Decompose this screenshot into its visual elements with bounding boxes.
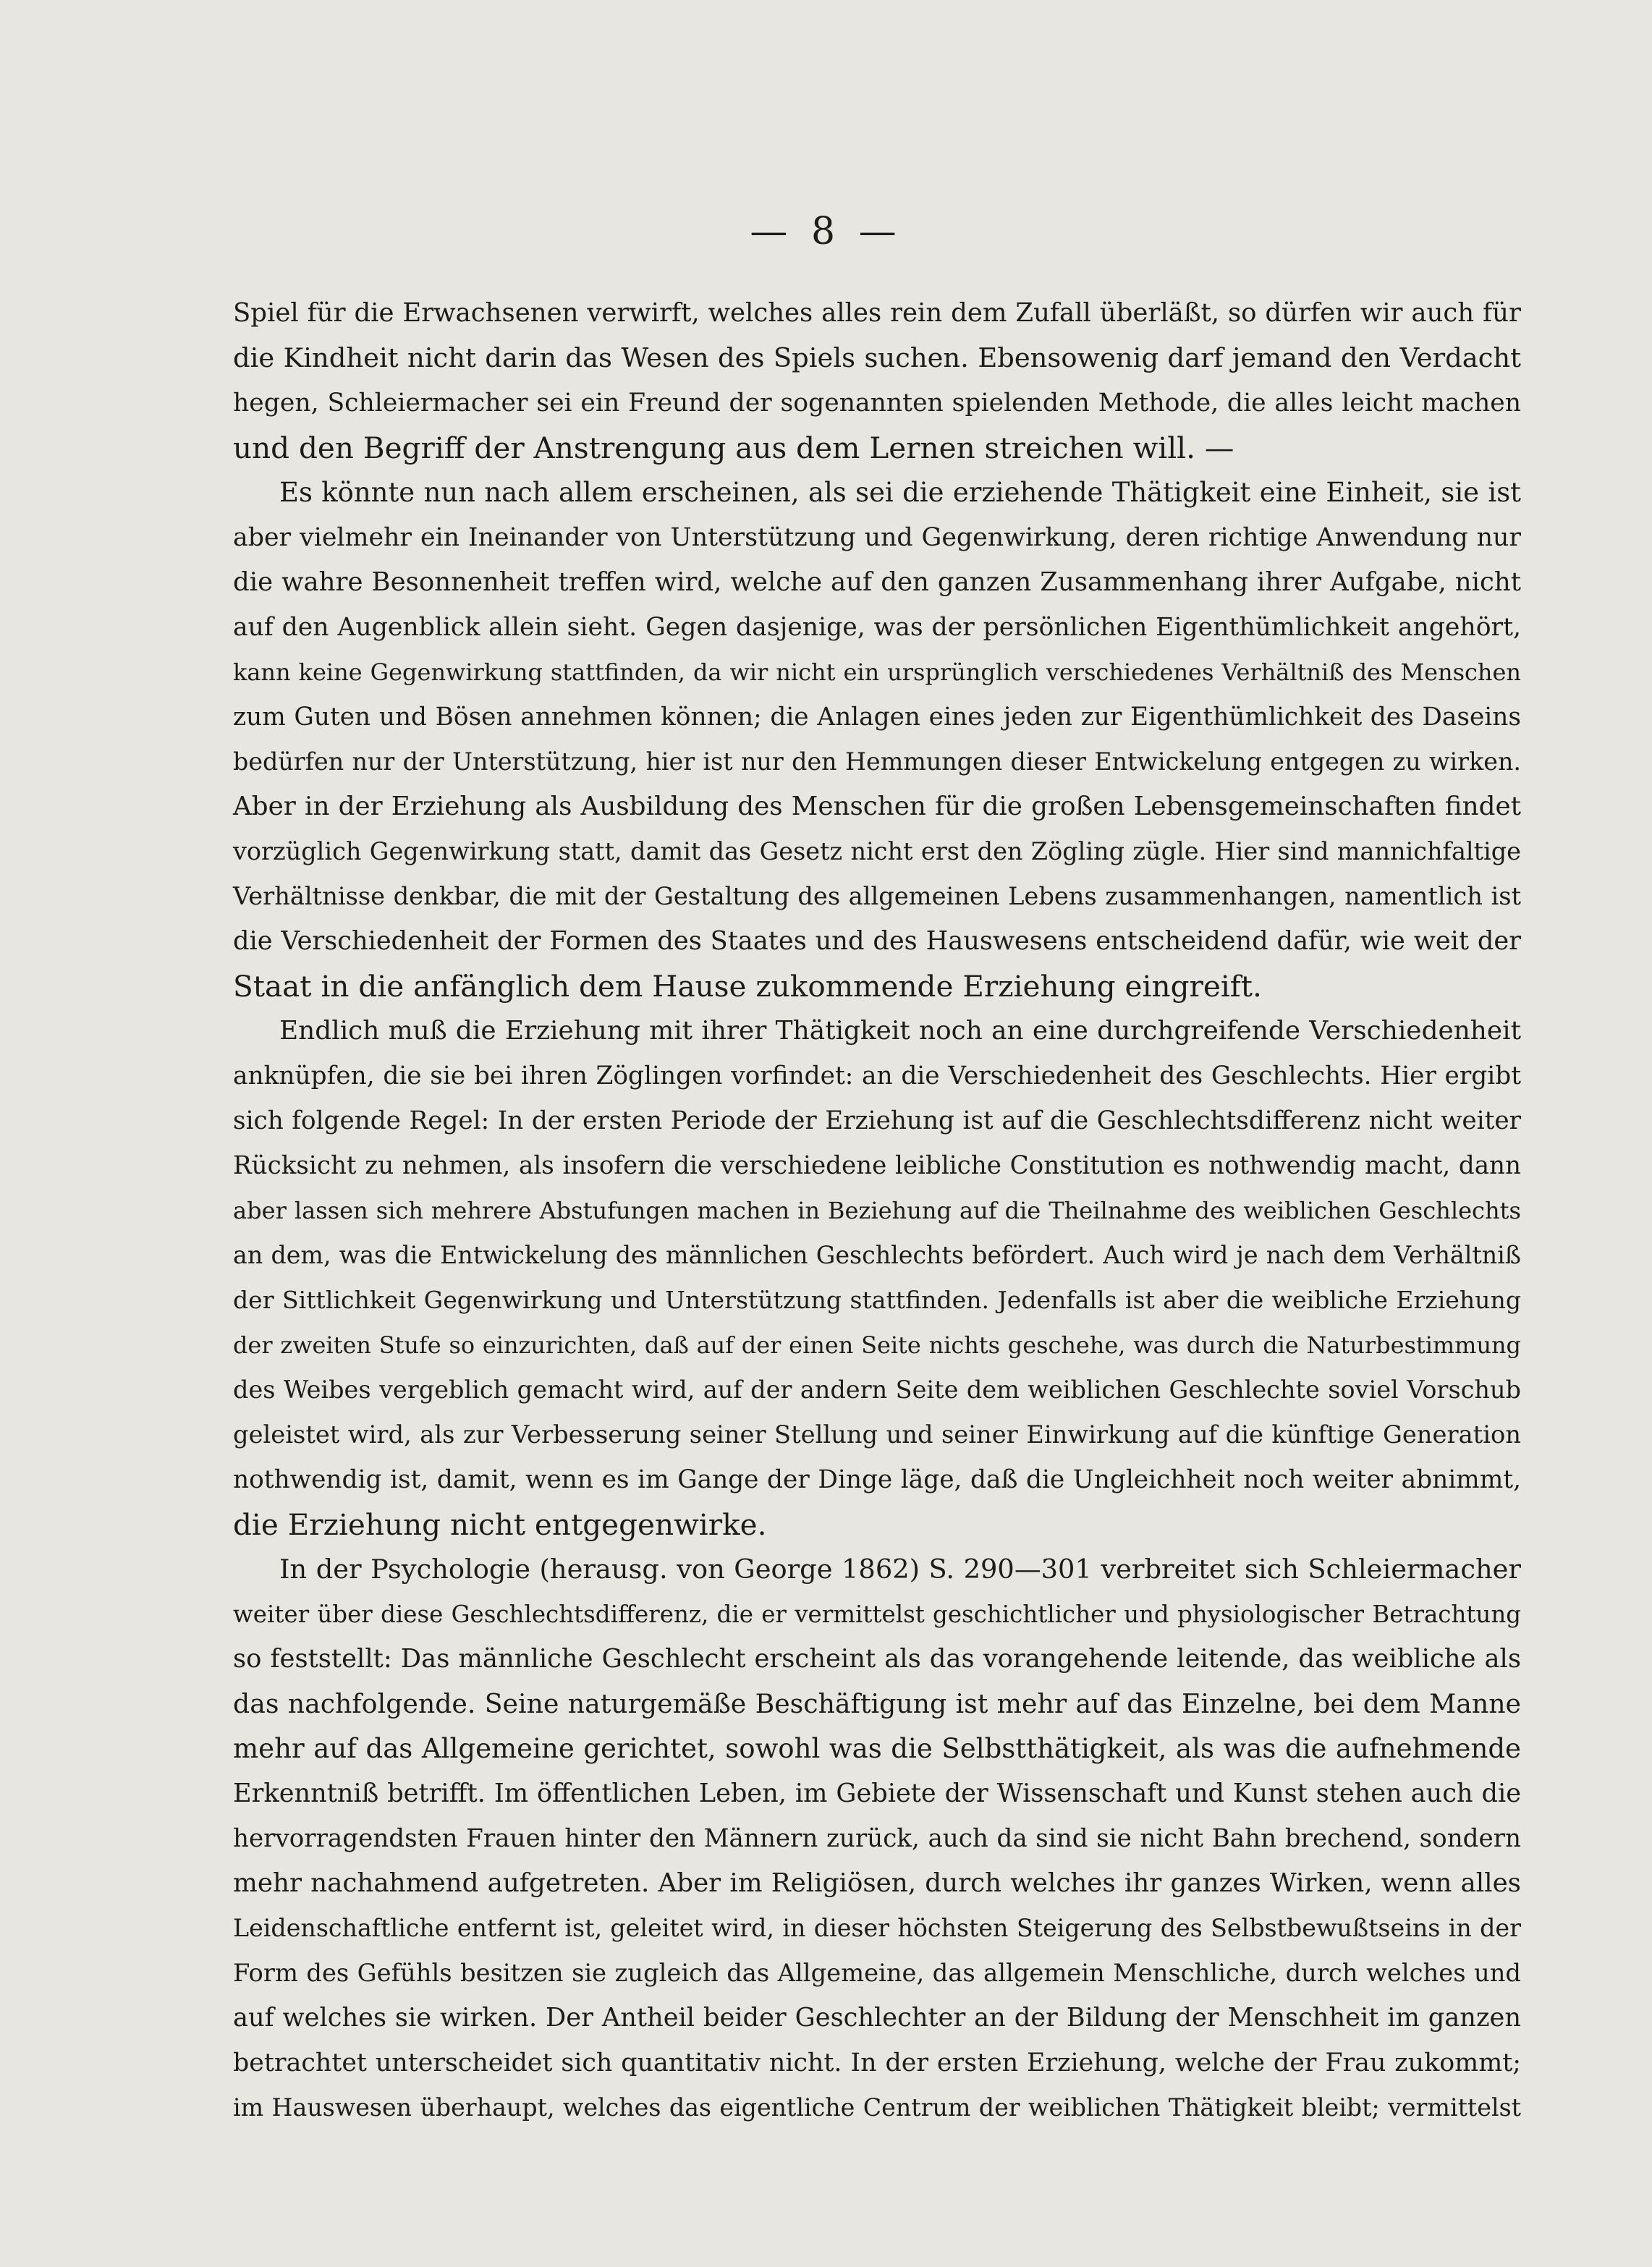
paragraph (233, 470, 1521, 1009)
text-line: vorzüglich Gegenwirkung statt, damit das Gesetz nicht erst den Zögling zügle. Hier sind mannichfaltige (233, 837, 1521, 865)
text-line: zum Guten und Bösen annehmen können; die Anlagen eines jeden zur Eigenthümlichkeit des Daseins (233, 703, 1521, 732)
text-line: auf welches sie wirken. Der Antheil beider Geschlechter an der Bildung der Menschheit im ganzen (233, 2003, 1521, 2033)
text-line: im Hauswesen überhaupt, welches das eigentliche Centrum der weiblichen Thätigkeit bleibt; vermittelst (233, 2093, 1521, 2122)
text-line: an dem, was die Entwickelung des männlichen Geschlechts befördert. Auch wird je nach dem Verhältniß (233, 1241, 1521, 1269)
text-line: das nachfolgende. Seine naturgemäße Beschäftigung ist mehr auf das Einzelne, bei dem Manne (233, 1688, 1521, 1719)
paragraph (233, 1009, 1521, 1547)
text-line: Rücksicht zu nehmen, als insofern die verschiedene leibliche Constitution es nothwendig macht, dann (233, 1151, 1521, 1180)
text-line: Endlich muß die Erziehung mit ihrer Thätigkeit noch an eine durchgreifende Verschiedenheit (279, 1016, 1521, 1046)
text-line: sich folgende Regel: In der ersten Periode der Erziehung ist auf die Geschlechtsdifferenz nicht weiter (233, 1106, 1521, 1135)
text-line: die Verschiedenheit der Formen des Staates und des Hauswesens entscheidend dafür, wie weit der (233, 926, 1521, 956)
text-line: kann keine Gegenwirkung stattfinden, da wir nicht ein ursprünglich verschiedenes Verhältniß des Menschen (233, 658, 1521, 686)
text-line: Spiel für die Erwachsenen verwirft, welches alles rein dem Zufall überläßt, so dürfen wir auch für (233, 298, 1521, 328)
text-line: In der Psychologie (herausg. von George 1862) S. 290—301 verbreitet sich Schleiermacher (279, 1554, 1521, 1585)
text-line: bedürfen nur der Unterstützung, hier ist nur den Hemmungen dieser Entwickelung entgegen zu wirken. (233, 747, 1521, 776)
body-text (233, 291, 1521, 2130)
text-line: und den Begriff der Anstrengung aus dem Lernen streichen will. — (233, 431, 1234, 465)
text-line: auf den Augenblick allein sieht. Gegen dasjenige, was der persönlichen Eigenthümlichkeit angehört, (233, 613, 1521, 642)
paragraph (233, 1547, 1521, 2130)
text-line: aber vielmehr ein Ineinander von Unterstützung und Gegenwirkung, deren richtige Anwendung nur (233, 523, 1521, 552)
text-line: des Weibes vergeblich gemacht wird, auf der andern Seite dem weiblichen Geschlechte soviel Vorschub (233, 1376, 1521, 1404)
text-line: die Kindheit nicht darin das Wesen des Spiels suchen. Ebensowenig darf jemand den Verdacht (233, 342, 1521, 373)
text-line: die Erziehung nicht entgegenwirke. (233, 1507, 767, 1542)
text-line: Form des Gefühls besitzen sie zugleich das Allgemeine, das allgemein Menschliche, durch welches und (233, 1959, 1521, 1987)
text-line: der zweiten Stufe so einzurichten, daß auf der einen Seite nichts geschehe, was durch die Naturbestimmung (233, 1331, 1521, 1359)
text-line: weiter über diese Geschlechtsdifferenz, die er vermittelst geschichtlicher und physiologischer Betrachtung (233, 1601, 1521, 1628)
text-line: Aber in der Erziehung als Ausbildung des Menschen für die großen Lebensgemeinschaften findet (233, 792, 1521, 821)
text-line: mehr auf das Allgemeine gerichtet, sowohl was die Selbstthätigkeit, als was die aufnehmende (233, 1733, 1521, 1764)
text-line: mehr nachahmend aufgetreten. Aber im Religiösen, durch welches ihr ganzes Wirken, wenn alles (233, 1868, 1521, 1898)
text-line: Verhältnisse denkbar, die mit der Gestaltung des allgemeinen Lebens zusammenhangen, namentlich ist (233, 882, 1521, 910)
text-line: der Sittlichkeit Gegenwirkung und Unterstützung stattfinden. Jedenfalls ist aber die weibliche Erziehung (233, 1286, 1521, 1314)
text-line: die wahre Besonnenheit treffen wird, welche auf den ganzen Zusammenhang ihrer Aufgabe, nicht (233, 567, 1521, 597)
text-line: anknüpfen, die sie bei ihren Zöglingen vorfindet: an die Verschiedenheit des Geschlechts. Hier ergibt (233, 1062, 1521, 1090)
text-line: Erkenntniß betrifft. Im öffentlichen Leben, im Gebiete der Wissenschaft und Kunst stehen auch die (233, 1779, 1521, 1808)
text-line: hervorragendsten Frauen hinter den Männern zurück, auch da sind sie nicht Bahn brechend, sondern (233, 1824, 1521, 1853)
text-line: hegen, Schleiermacher sei ein Freund der sogenannten spielenden Methode, die alles leicht machen (233, 389, 1521, 418)
text-line: Leidenschaftliche entfernt ist, geleitet wird, in dieser höchsten Steigerung des Selbstbewußtseins in der (233, 1914, 1521, 1942)
text-line: nothwendig ist, damit, wenn es im Gange der Dinge läge, daß die Ungleichheit noch weiter abnimmt, (233, 1465, 1521, 1494)
text-line: geleistet wird, als zur Verbesserung seiner Stellung und seiner Einwirkung auf die künftige Generation (233, 1420, 1521, 1449)
text-line: so feststellt: Das männliche Geschlecht erscheint als das vorangehende leitende, das weibliche als (233, 1644, 1521, 1674)
text-line: aber lassen sich mehrere Abstufungen machen in Beziehung auf die Theilnahme des weiblichen Geschlechts (233, 1197, 1521, 1224)
page-number: — 8 — (750, 210, 902, 253)
text-line: Staat in die anfänglich dem Hause zukommende Erziehung eingreift. (233, 969, 1262, 1004)
text-line: betrachtet unterscheidet sich quantitativ nicht. In der ersten Erziehung, welche der Frau zukommt; (233, 2048, 1521, 2077)
text-line: Es könnte nun nach allem erscheinen, als sei die erziehende Thätigkeit eine Einheit, sie ist (279, 477, 1521, 508)
paragraph (233, 291, 1521, 470)
